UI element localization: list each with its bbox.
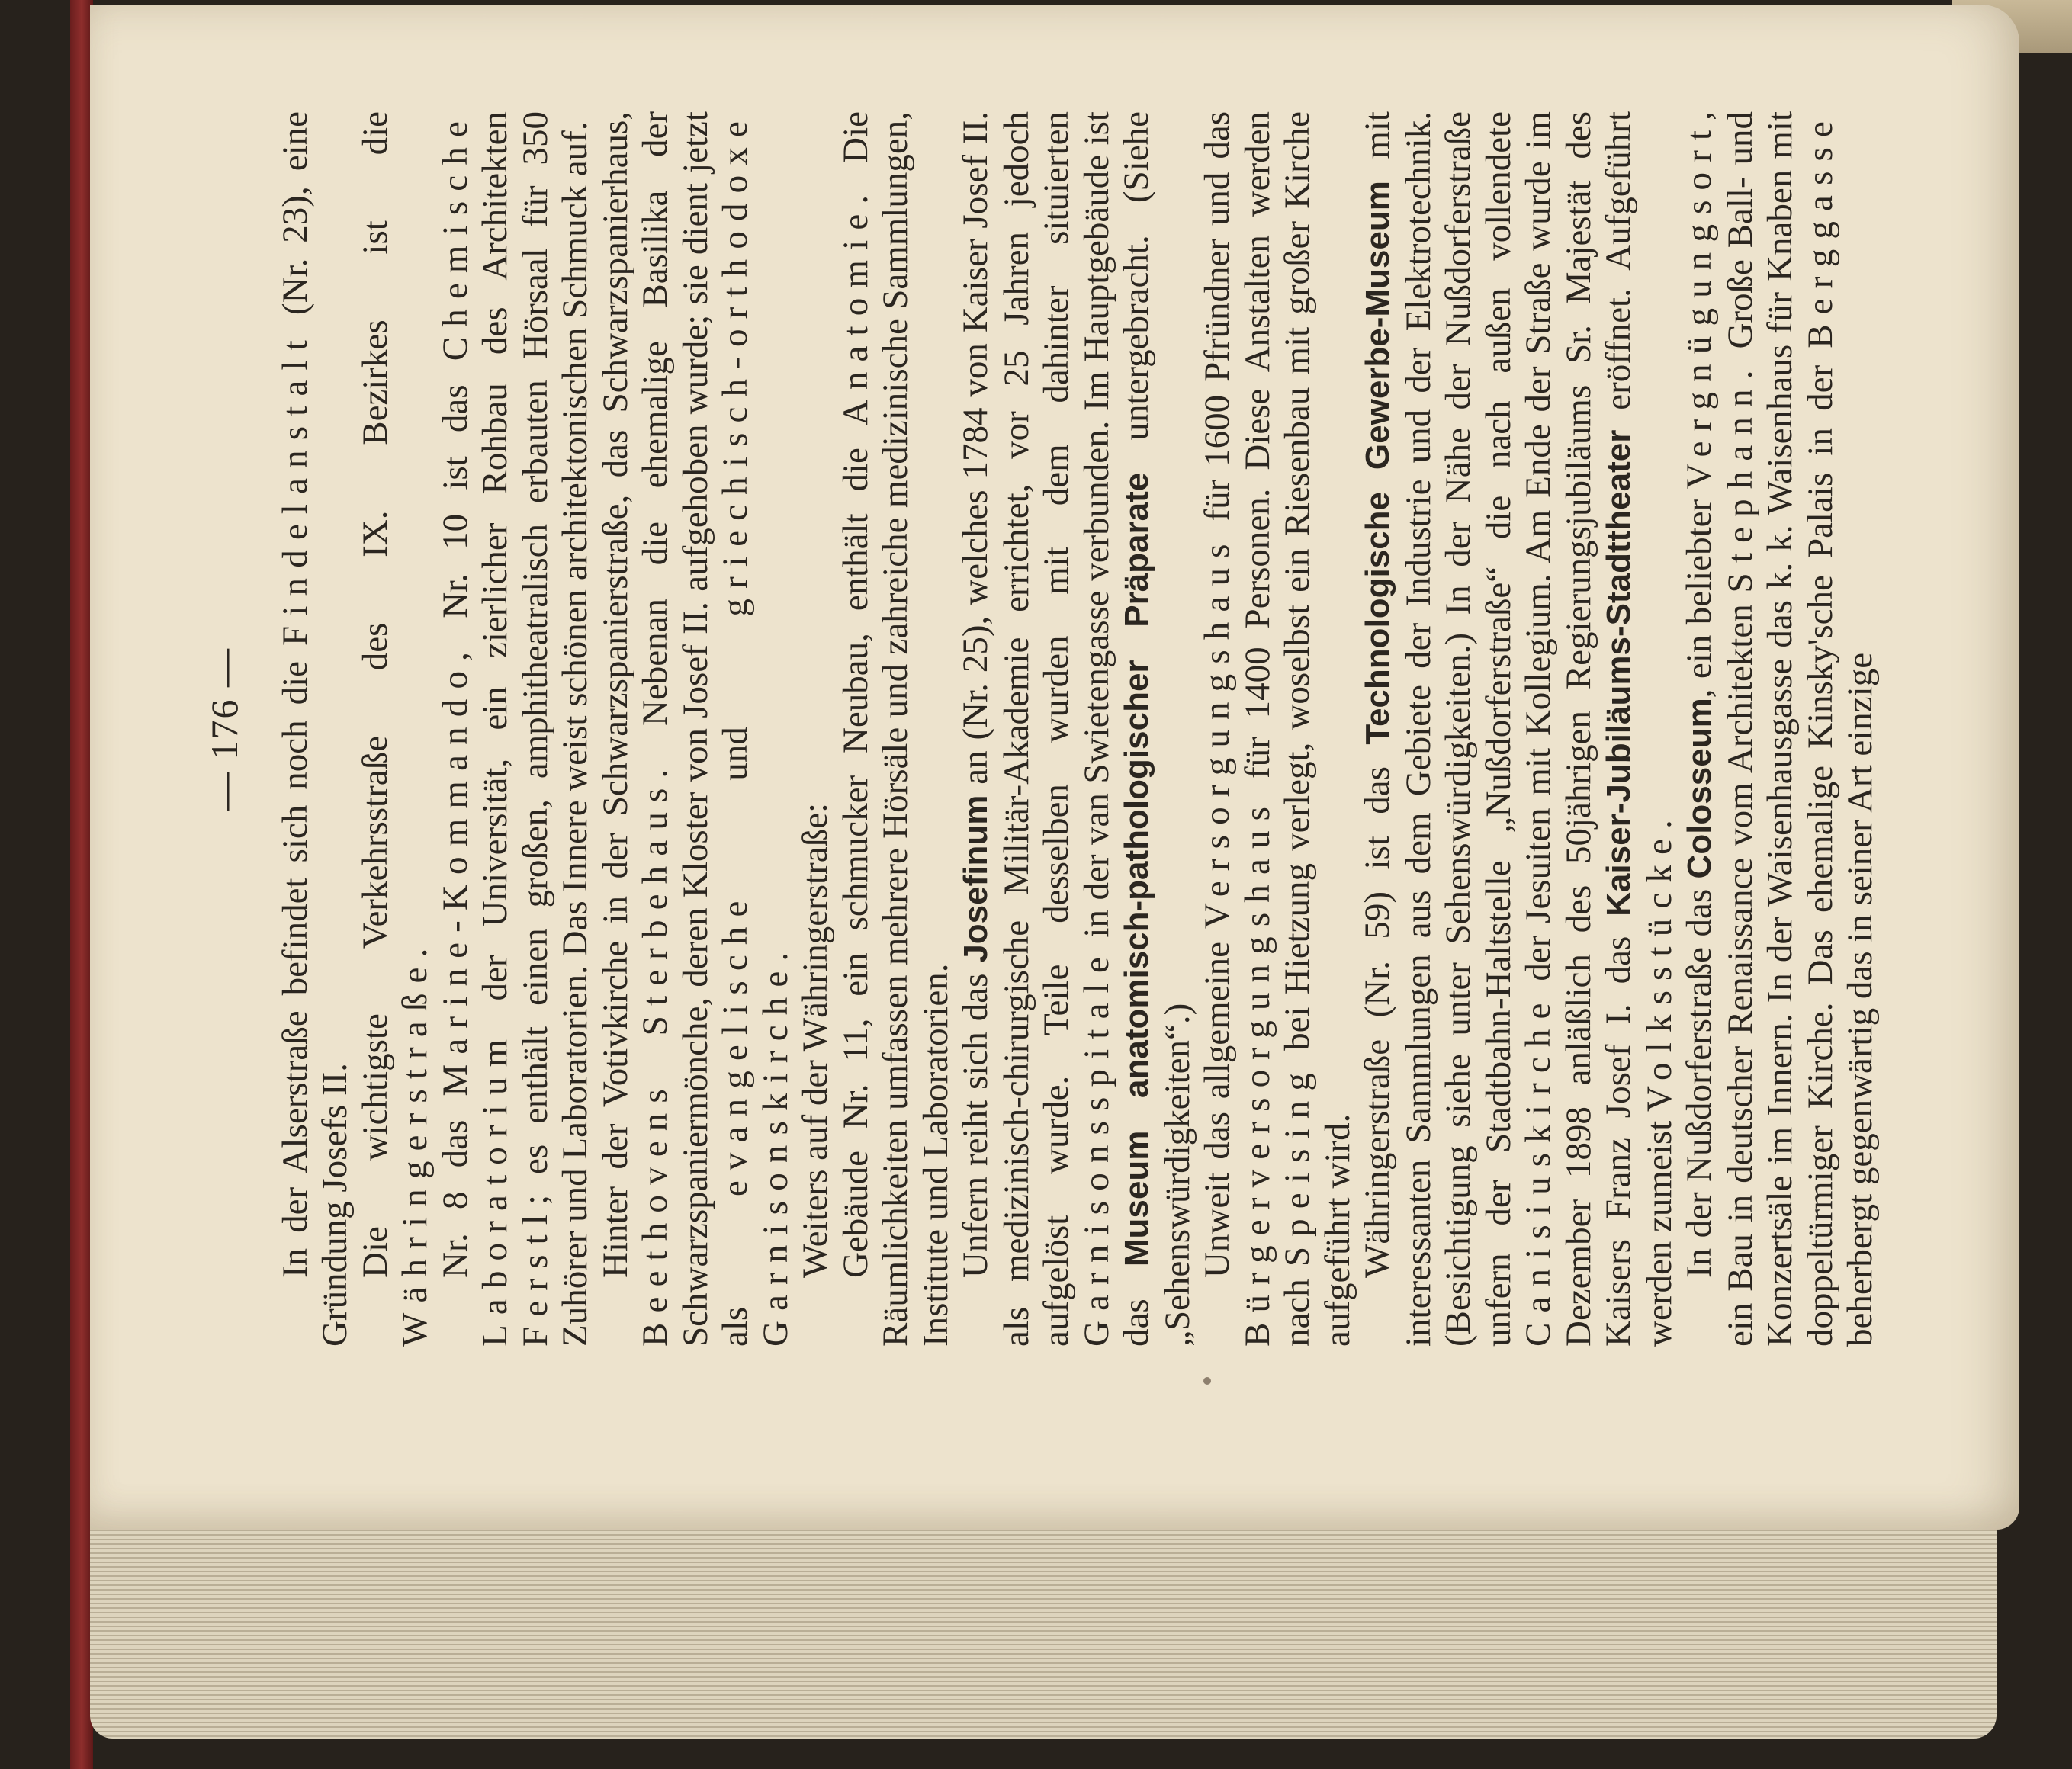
text-run: (Nr. 23), eine Gründung Josefs II. bbox=[275, 111, 355, 1347]
bold-term: Technologische Gewerbe-Museum bbox=[1359, 181, 1396, 745]
rotated-text-area bbox=[204, 111, 1974, 1347]
spaced-term: Marine-Kommando, bbox=[435, 641, 475, 1096]
text-run: für 1400 Personen. Diese Anstalten werden nach bbox=[1237, 111, 1317, 1347]
text-run: Die wichtigste Verkehrsstraße des IX. Bezirkes ist die bbox=[355, 111, 395, 1278]
spaced-term: Anatomie. bbox=[835, 185, 875, 426]
paragraph bbox=[435, 111, 596, 1347]
text-run: für 1600 Pfründner und das bbox=[1197, 111, 1237, 535]
paragraph bbox=[355, 111, 435, 1347]
paragraph bbox=[1357, 111, 1679, 1347]
spaced-term: Vergnügungsort bbox=[1679, 120, 1719, 490]
text-run: in der van Swietengasse verbunden. Im Hauptgebäude ist das bbox=[1076, 111, 1156, 1347]
text-run: Nebenan die ehemalige Basilika der Schwarzspaniermönche, deren Kloster von Josef II. aufgehoben wurde; sie dient jetzt als bbox=[635, 111, 755, 1347]
text-run: der Jesuiten mit Kollegium. Am Ende der Straße wurde im Dezember 1898 anläßlich des 50jährigen Regierungsjubiläums Sr. Majestät des Kaisers Franz Josef I. das bbox=[1518, 111, 1638, 1347]
bold-term: Josefinum bbox=[957, 795, 994, 963]
text-run: der Universität, ein zierlicher Rohbau des Architekten bbox=[475, 111, 515, 1029]
spaced-term: griechisch-orthodoxe Garnisonskirche. bbox=[715, 111, 795, 1347]
paragraph bbox=[836, 111, 956, 1347]
page-number: — 176 — bbox=[203, 647, 246, 811]
spaced-term: Speising bbox=[1277, 1062, 1317, 1267]
spaced-term: Findelanstalt bbox=[275, 330, 315, 646]
text-run: In der Alserstraße befindet sich noch die bbox=[275, 645, 315, 1278]
text-run: Große Ball- und Konzertsäle im Innern. In der Waisenhausgasse das k. k. Waisenhaus für Knaben mit doppeltürmiger Kirche. Das ehemalige Kinsky'sche Palais in der bbox=[1720, 111, 1840, 1347]
spaced-term: Versorgungshaus bbox=[1197, 534, 1237, 929]
ink-speck bbox=[1203, 1377, 1211, 1385]
text-run: Hinter der Votivkirche in der Schwarzspanierstraße, das Schwarzspanierhaus, bbox=[595, 111, 635, 1278]
text-run: beherbergt gegenwärtig das in seiner Art einzige bbox=[1840, 652, 1880, 1347]
page-edges bbox=[90, 1517, 1997, 1738]
text-run: Die Räumlichkeiten umfassen mehrere Hörsäle und zahreiche medizinische Sammlungen, Institute und Laboratorien. bbox=[835, 111, 956, 1347]
text-run: Nr. 8 das bbox=[435, 1096, 475, 1278]
paragraph-list bbox=[275, 111, 1881, 1347]
text-run: und bbox=[715, 616, 755, 891]
spaced-term: Stephann. bbox=[1720, 360, 1760, 593]
paragraph bbox=[275, 111, 355, 1347]
text-run: mit interessanten Sammlungen aus dem Gebiete der Industrie und der Elektrotechnik. (Besichtigung siehe unter Sehenswürdigkeiten.) In der Nähe der Nußdorferstraße unfern der Stadtbahn-Haltstelle „Nußdorferstraße“ die nach außen vollendete bbox=[1357, 111, 1518, 1347]
spaced-term: Chemische Laboratorium bbox=[435, 111, 515, 1347]
text-run: Weiters auf der Währingerstraße: bbox=[795, 802, 835, 1278]
spaced-term: Volksstücke. bbox=[1639, 810, 1679, 1112]
spaced-term: Währingerstraße. bbox=[395, 938, 435, 1347]
bold-term: Colosseum bbox=[1681, 698, 1718, 879]
text-run: , ein Bau in deutscher Renaissance vom Architekten bbox=[1679, 111, 1760, 1347]
paragraph bbox=[1197, 111, 1357, 1347]
text-run: ; es enthält einen großen, amphitheatralisch erbauten Hörsaal für 350 Zuhörer und Laboratorien. Das Innere weist schönen architektonischen Schmuck auf. bbox=[515, 111, 595, 1347]
paragraph bbox=[795, 111, 836, 1347]
spaced-term: Beethovens Sterbehaus. bbox=[635, 759, 675, 1347]
spaced-term: evangelische bbox=[715, 891, 755, 1197]
text-run: In der Nußdorferstraße das bbox=[1679, 878, 1719, 1278]
spaced-term: Ferstl bbox=[515, 1204, 555, 1347]
spaced-term: Garnisonsspitale bbox=[1076, 947, 1116, 1347]
text-run: an (Nr. 25), welches 1784 von Kaiser Josef II. als medizinisch-chirurgische Militär-Akademie errichtet, vor 25 Jahren jedoch aufgelöst wurde. Teile desselben wurden mit dem dahinter situierten bbox=[956, 111, 1076, 1347]
text-run: Nr. 10 ist das bbox=[435, 361, 475, 642]
book-page bbox=[90, 5, 2019, 1530]
paragraph bbox=[956, 111, 1197, 1347]
bold-term: Museum anatomisch-pathologischer Präparate bbox=[1118, 472, 1155, 1267]
text-run: Währingerstraße (Nr. 59) ist das bbox=[1357, 744, 1397, 1278]
text-run: bei Hietzung verlegt, woselbst ein Riesenbau mit großer Kirche aufgeführt wird. bbox=[1277, 111, 1357, 1347]
spaced-term: Canisiuskirche bbox=[1518, 993, 1558, 1347]
paragraph bbox=[1679, 111, 1881, 1347]
text-run: Gebäude Nr. 11, ein schmucker Neubau, enthält die bbox=[835, 425, 875, 1278]
page-text bbox=[204, 111, 1974, 1347]
paragraph bbox=[596, 111, 796, 1347]
spaced-term: Berggasse bbox=[1800, 111, 1840, 348]
text-run: Unweit das allgemeine bbox=[1197, 929, 1237, 1278]
spaced-term: Bürgerversorgungshaus bbox=[1237, 796, 1277, 1347]
text-run: Unfern reiht sich das bbox=[956, 962, 995, 1278]
bold-term: Kaiser-Jubiläums-Stadttheater bbox=[1600, 429, 1637, 917]
text-run: , ein beliebter bbox=[1679, 489, 1719, 698]
text-run: untergebracht. (Siehe „Sehenswürdigkeiten“.) bbox=[1116, 111, 1197, 1347]
text-run: eröffnet. Aufgeführt werden zumeist bbox=[1598, 111, 1679, 1347]
